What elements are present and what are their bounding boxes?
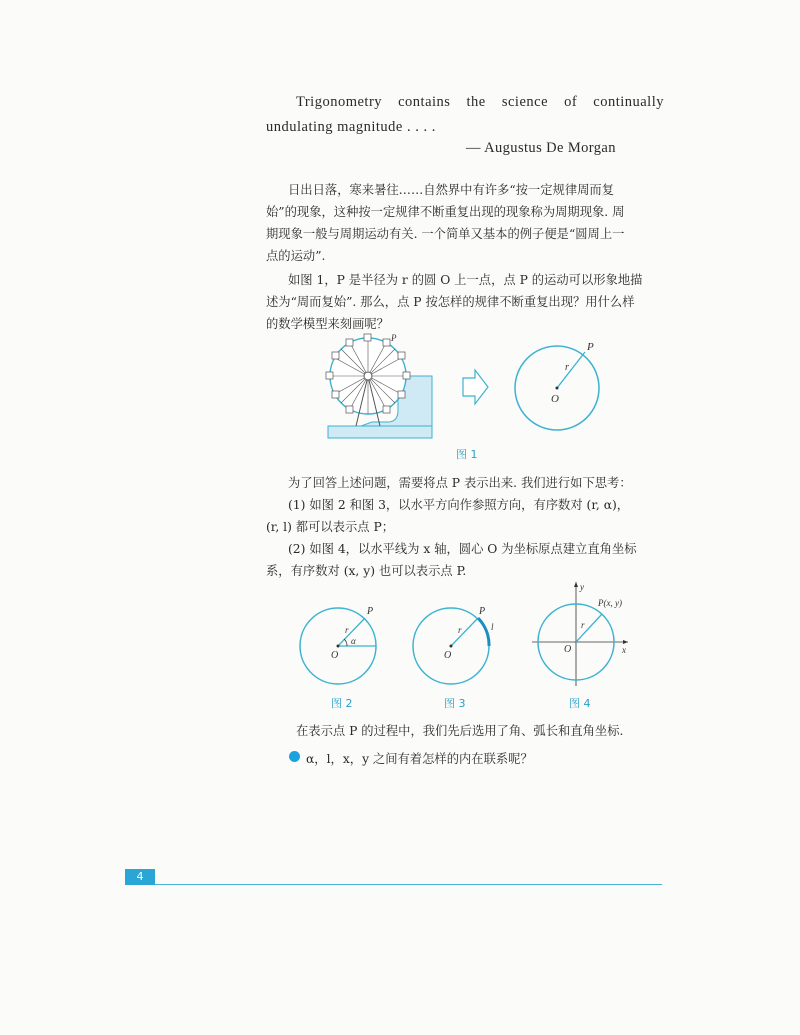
svg-text:l: l (491, 622, 494, 632)
p1-line-2: 始”的现象，这种按一定规律不断重复出现的现象称为周期现象. 周 (266, 205, 625, 219)
p3-line-4: (2) 如图 4，以水平线为 x 轴，圆心 O 为坐标原点建立直角坐标 (288, 542, 637, 556)
bullet-icon (289, 751, 300, 762)
p1-line-3: 期现象一般与周期运动有关. 一个简单又基本的例子便是“圆周上一 (266, 227, 625, 241)
p2-line-1: 如图 1，P 是半径为 r 的圆 O 上一点，点 P 的运动可以形象地描 (288, 273, 643, 287)
figure-1-caption: 图 1 (456, 448, 478, 461)
figure-1 (320, 330, 620, 445)
p3-line-2: (1) 如图 2 和图 3，以水平方向作参照方向，有序数对 (r, α)， (288, 498, 630, 512)
footer-rule (125, 884, 662, 885)
svg-text:r: r (345, 625, 349, 635)
question-line: α，l，x，y 之间有着怎样的内在联系呢？ (306, 752, 533, 766)
figure-2 (295, 600, 385, 690)
svg-text:O: O (444, 650, 452, 661)
figure-4-caption: 图 4 (569, 697, 591, 710)
ferris-base (328, 426, 432, 438)
p2-line-2: 述为“周而复始”. 那么，点 P 按怎样的规律不断重复出现？用什么样 (266, 295, 635, 309)
p4-line: 在表示点 P 的过程中，我们先后选用了角、弧长和直角坐标. (296, 724, 624, 738)
p2-line-3: 的数学模型来刻画呢？ (266, 317, 389, 331)
figure-3-caption: 图 3 (444, 697, 466, 710)
figure-2-caption: 图 2 (331, 697, 353, 710)
fig1-label-r: r (565, 362, 569, 373)
p3-line-3: (r, l) 都可以表示点 P； (266, 520, 395, 534)
p1-line-1: 日出日落，寒来暑往……自然界中有许多“按一定规律周而复 (288, 183, 615, 197)
svg-text:P: P (479, 606, 486, 617)
page-number: 4 (125, 869, 155, 885)
svg-text:x: x (622, 645, 626, 655)
svg-text:α: α (351, 636, 356, 646)
svg-text:P(x, y): P(x, y) (598, 598, 622, 608)
svg-text:y: y (580, 582, 584, 592)
fig1-label-P: P (587, 341, 594, 353)
quote-line-1: Trigonometry contains the science of continually (296, 94, 664, 110)
fig1-left-label-P: P (391, 333, 397, 343)
svg-text:r: r (581, 620, 585, 630)
figure-4 (528, 578, 638, 690)
p1-line-4: 点的运动”. (266, 249, 326, 263)
fig1-label-O: O (551, 393, 559, 405)
svg-text:O: O (564, 644, 572, 655)
svg-text:r: r (458, 625, 462, 635)
p3-line-5: 系，有序数对 (x, y) 也可以表示点 P. (266, 564, 467, 578)
quote-line-2: undulating magnitude . . . . (266, 119, 436, 135)
quote-author: — Augustus De Morgan (466, 140, 616, 156)
svg-text:O: O (331, 650, 339, 661)
figure-3 (408, 600, 498, 690)
right-arrow-icon (463, 370, 488, 404)
p3-line-1: 为了回答上述问题，需要将点 P 表示出来. 我们进行如下思考： (288, 476, 632, 490)
svg-text:P: P (367, 606, 374, 617)
